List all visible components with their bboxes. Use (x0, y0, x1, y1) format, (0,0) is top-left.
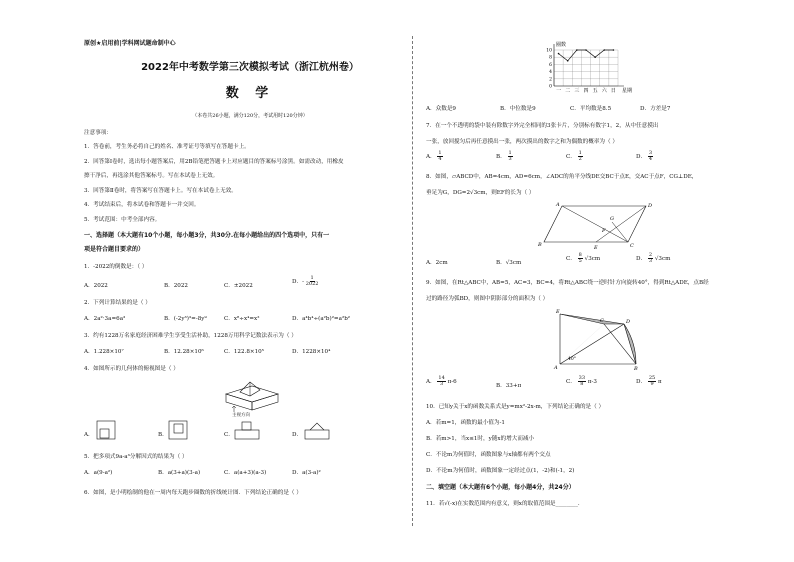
q5-option-c: C．a(a+3)(a-3) (224, 470, 267, 476)
x-tick-label: 二 (565, 88, 571, 94)
q9-option-a-suffix: π-6 (447, 379, 457, 385)
q4-option-b: B． (158, 432, 168, 438)
q9-option-d-frac (648, 376, 656, 387)
label-b: B (538, 242, 542, 248)
frac-den: 3 (648, 258, 653, 264)
x-tick-label: 一 (556, 88, 562, 94)
q4-option-c: C． (224, 432, 234, 438)
frac-den: 5 (578, 258, 582, 264)
q6-option-d: D．方差是7 (640, 106, 671, 112)
q8-option-b: B．√3cm (496, 260, 522, 266)
q9-rotation-figure (548, 306, 644, 370)
q9-option-a-prefix: A． (426, 379, 436, 385)
q7-option-d-label: D． (636, 154, 647, 160)
q9-option-d (636, 376, 662, 387)
data-point (576, 49, 578, 51)
q7-option-b-frac (508, 151, 513, 162)
label-e: E (556, 309, 560, 315)
q8-option-d-frac (648, 253, 653, 264)
data-point (567, 60, 569, 62)
q3-option-a: A．1.228×10⁷ (84, 349, 124, 355)
q1-option-d-prefix: D．- (292, 279, 304, 285)
exam-info: （本卷共26小题，满分120分，考试用时120分钟） (192, 113, 308, 119)
q2-option-a: A．2a²·3a=6a³ (84, 316, 126, 322)
q8-option-a: A．2cm (426, 260, 448, 266)
q4-stem: 4．如图所示的几何体的俯视图是（ ） (84, 366, 179, 372)
q4-option-d-figure (304, 420, 330, 440)
note-item: 5．考试范围：中考全部内容。 (84, 217, 161, 223)
q5-option-d: D．a(3-a)² (292, 470, 321, 476)
frac-den: 3 (508, 156, 512, 162)
notes-heading: 注意事项： (84, 130, 112, 136)
subject-title: 数 学 (225, 86, 275, 101)
frac-num: 33 (578, 375, 586, 381)
frac-num: 1 (438, 150, 442, 156)
q5-stem: 5．把多项式9a-a³分解因式的结果为（ ） (84, 454, 188, 460)
label-d: D (648, 203, 653, 209)
y-tick-label: 10 (546, 48, 552, 54)
q1-stem: 1．-2022的倒数是：（ ） (84, 264, 148, 270)
frac-den: 9 (650, 381, 654, 387)
frac-num: 8 (578, 252, 582, 258)
q1-option-d (292, 276, 318, 287)
q9-option-a-frac (437, 376, 445, 387)
q3-option-c: C．122.8×10⁵ (224, 349, 264, 355)
section1-heading-cont: 项是符合题目要求的） (84, 246, 145, 253)
q9-option-c-prefix: C． (566, 379, 576, 385)
q8-option-c-suffix: √3cm (584, 256, 601, 262)
frac-num: 1 (508, 150, 512, 156)
x-tick-label: 五 (592, 88, 598, 94)
q6-option-c: C．平均数是8.5 (570, 106, 612, 112)
y-tick-label: 2 (549, 77, 552, 83)
q8-stem: 8．如图，▱ABCD中，AB=4cm，AD=6cm，∠ADC的角平分线DE交BC于点E，交AC于点F，CG⊥DE， (426, 174, 698, 180)
q8-option-c-frac (578, 253, 583, 264)
q5-option-b: B．a(3+a)(3-a) (158, 470, 201, 476)
q7-option-d-frac (648, 151, 653, 162)
note-item: 擦干净后，再选涂其他答案标号。写在本试卷上无效。 (84, 173, 219, 179)
section1-heading: 一、选择题（本大题有10个小题，每小题3分，共30分.在每小题给出的四个选项中，只有一 (84, 232, 330, 239)
header-tag: 原创★启用前|学科网试题命制中心 (84, 40, 176, 47)
data-point (594, 56, 596, 58)
q4-option-c-figure (234, 420, 260, 440)
x-tick-label: 四 (583, 88, 589, 94)
q9-option-a (426, 376, 457, 387)
q8-parallelogram-figure (536, 198, 656, 250)
y-tick-label: 8 (549, 55, 552, 61)
data-point (603, 49, 605, 51)
q7-option-a-label: A． (426, 154, 436, 160)
note-item: 4．考试结束后，将本试卷和答题卡一并交回。 (84, 202, 200, 208)
q10-option-c: C．不论m为何值时，函数图象与x轴都有两个交点 (426, 452, 551, 458)
y-tick-label: 6 (549, 62, 552, 68)
q10-option-d: D．不论m为何值时，函数图象一定经过点(1，-2)和(-1，2) (426, 468, 575, 474)
section2-heading: 二、填空题（本大题有6个小题，每小题4分，共24分） (426, 484, 575, 491)
q6-line-chart (540, 40, 650, 100)
q9-option-b: B．33+π (496, 383, 522, 389)
q7-option-c-frac (578, 151, 583, 162)
q9-stem: 9．如图，在Rt△ABC中，AB=5，AC=3，BC=4，将Rt△ABC绕一逆时针方向旋转40°，得到Rt△ADE，点B经 (426, 280, 709, 286)
frac-den: 4 (648, 156, 653, 162)
frac-num: 14 (438, 375, 445, 381)
q3-option-d: D．1228×10⁴ (292, 349, 331, 355)
label-c: C (600, 318, 604, 324)
q4-option-a-figure (96, 420, 116, 440)
q6-option-b: B．中位数是9 (500, 106, 536, 112)
frac-num: 2 (648, 252, 653, 258)
q2-option-d: D．a⁴b⁴÷(a²b)²=a²b² (292, 316, 351, 322)
label-a: A (556, 202, 560, 208)
frac-den: 3 (440, 381, 444, 387)
q4-direction-label: 主视方向 (232, 413, 250, 418)
x-tick-label: 六 (601, 88, 607, 94)
series-line (559, 50, 614, 61)
page-title: 2022年中考数学第三次模拟考试（浙江杭州卷） (141, 62, 359, 73)
q7-option-b (496, 151, 513, 162)
q2-option-c: C．x⁸÷x⁴=x² (224, 316, 260, 322)
q8-option-c-prefix: C． (566, 256, 576, 262)
q9-option-d-prefix: D． (636, 379, 647, 385)
note-item: 3．回答第Ⅱ卷时，将答案写在答题卡上。写在本试卷上无效。 (84, 188, 237, 194)
q2-option-b: B．(-2y³)³=-8y⁹ (164, 316, 207, 322)
q2-stem: 2．下列计算结果的是（ ） (84, 300, 151, 306)
data-point (585, 49, 587, 51)
q4-option-a: A． (84, 432, 94, 438)
q1-option-a: A．2022 (84, 283, 108, 289)
q8-option-d (636, 253, 670, 264)
q10-stem: 10．已知y关于x的函数关系式是y=mx²-2x-m，下列结论正确的是（ ） (426, 404, 605, 410)
arrow-up-icon (228, 406, 240, 412)
q7-option-a-frac (437, 151, 442, 162)
x-tick-label: 日 (610, 88, 616, 94)
label-a: A (554, 365, 558, 370)
q3-stem: 3．约有1228万名家庭经济困难学生享受生活补助，1228万用科学记数法表示为（ ） (84, 333, 297, 339)
chart-title: 圈数 (556, 42, 567, 48)
q6-stem: 6．如图，是小明绘制的他在一周内每天跑步圈数的折线统计图．下列结论正确的是（ ） (84, 490, 302, 496)
frac-den: 2022 (305, 281, 319, 287)
label-c: C (630, 243, 634, 249)
label-f: F (602, 228, 606, 234)
q1-option-c: C．±2022 (224, 283, 253, 289)
q8-option-d-prefix: D． (636, 256, 647, 262)
q6-option-a: A．众数是9 (426, 106, 456, 112)
x-tick-label: 三 (574, 88, 580, 94)
frac-num: 3 (648, 150, 653, 156)
note-item: 1．答卷前，考生务必将自己的姓名、准考证号等填写在答题卡上。 (84, 144, 250, 150)
q7-stem-cont: 一张，放回搅匀后再任意摸出一张，两次摸出的数字之和为偶数的概率为（ ） (426, 139, 618, 145)
q8-option-d-suffix: √3cm (654, 256, 671, 262)
data-point (558, 53, 560, 55)
data-point (613, 49, 615, 51)
y-tick-label: 0 (549, 84, 552, 90)
q1-option-b: B．2022 (164, 283, 188, 289)
label-d: D (626, 319, 631, 325)
q8-option-c (566, 253, 600, 264)
q10-option-a: A．若m=1，函数的最小值为-1 (426, 420, 505, 426)
q9-option-c-suffix: π-3 (587, 379, 597, 385)
frac-den: 2 (578, 156, 582, 162)
q7-option-d (636, 151, 653, 162)
frac-num: 25 (648, 375, 656, 381)
q7-option-c (566, 151, 583, 162)
q9-option-c-frac (578, 376, 586, 387)
frac-num: 1 (578, 150, 582, 156)
q9-stem-cont: 过的路径为弧BD，则图中阴影部分的面积为（ ） (426, 296, 549, 302)
q3-option-b: B．12.28×10⁶ (164, 349, 204, 355)
q7-option-b-label: B． (496, 154, 506, 160)
x-axis-label: 星期 (622, 88, 633, 94)
frac-den: 4 (438, 156, 442, 162)
q9-option-c (566, 376, 597, 387)
q8-stem-cont: 垂足为G，DG=2√3cm，则EF的长为（ ） (426, 190, 535, 196)
q10-option-b: B．若m>1，当x≤1时，y随x的增大而减小 (426, 436, 535, 442)
q5-option-a: A．a(9-a²) (84, 470, 113, 476)
label-g: G (610, 216, 614, 222)
note-item: 2．回答第Ⅰ卷时，选出每小题答案后，用2B铅笔把答题卡上对应题目的答案标号涂黑。如需改动，用橡皮 (84, 159, 344, 165)
y-tick-label: 4 (549, 70, 552, 76)
q4-option-b-figure (168, 420, 188, 440)
frac-den: 8 (580, 381, 584, 387)
q7-option-a (426, 151, 443, 162)
q7-option-c-label: C． (566, 154, 576, 160)
column-divider (412, 36, 413, 526)
q9-option-d-suffix: π (658, 379, 662, 385)
label-e: E (594, 245, 598, 250)
frac-num: 1 (310, 275, 314, 281)
q7-stem: 7．在一个不透明的袋中装有除数字外完全相同的3张卡片，分别标有数字1，2，从中任意摸出 (426, 123, 659, 129)
q1-option-d-frac (306, 276, 319, 287)
label-b: B (634, 366, 638, 370)
q4-option-d: D． (292, 432, 303, 438)
q11-stem: 11．若√(-x)在实数范围内有意义，则x的取值范围是________. (426, 501, 580, 507)
angle-label: 40° (568, 357, 576, 362)
